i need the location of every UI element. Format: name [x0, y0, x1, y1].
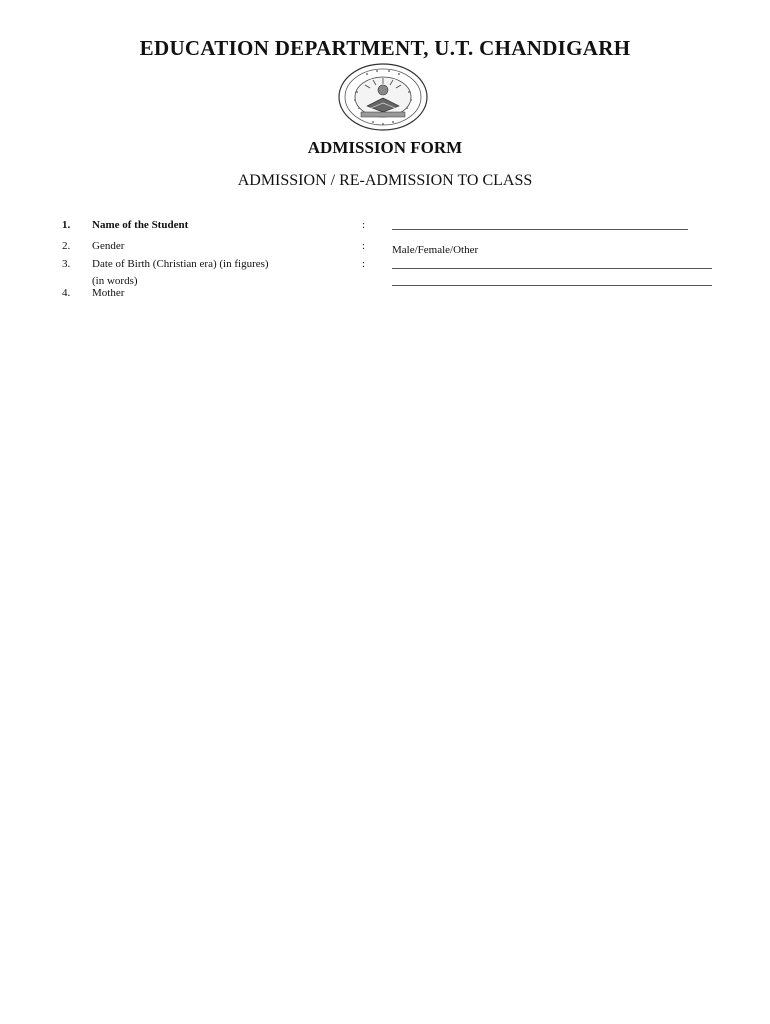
form-title: ADMISSION FORM: [307, 138, 463, 157]
dob-figures-input-line[interactable]: [392, 268, 712, 269]
field-1-number: 1.: [62, 219, 71, 231]
field-2-number: 2.: [62, 240, 71, 252]
field-4-number: 4.: [62, 287, 71, 299]
gender-options[interactable]: Male/Female/Other: [392, 244, 479, 256]
field-3-label: Date of Birth (Christian era) (in figures): [92, 258, 269, 270]
field-3-sub-label: (in words): [92, 275, 138, 287]
field-1-colon: :: [362, 219, 366, 231]
field-2-colon: :: [362, 240, 366, 252]
form-subtitle: ADMISSION / RE-ADMISSION TO CLASS: [237, 172, 533, 189]
student-name-input-line[interactable]: [392, 229, 688, 230]
field-3-number: 3.: [62, 258, 71, 270]
field-1-label: Name of the Student: [92, 219, 189, 231]
field-4-label: Mother: [92, 287, 125, 299]
field-2-label: Gender: [92, 240, 125, 252]
department-title: EDUCATION DEPARTMENT, U.T. CHANDIGARH: [139, 36, 631, 60]
education-department-seal-icon: [337, 62, 429, 132]
field-3-colon: :: [362, 258, 366, 270]
dob-words-input-line[interactable]: [392, 285, 712, 286]
